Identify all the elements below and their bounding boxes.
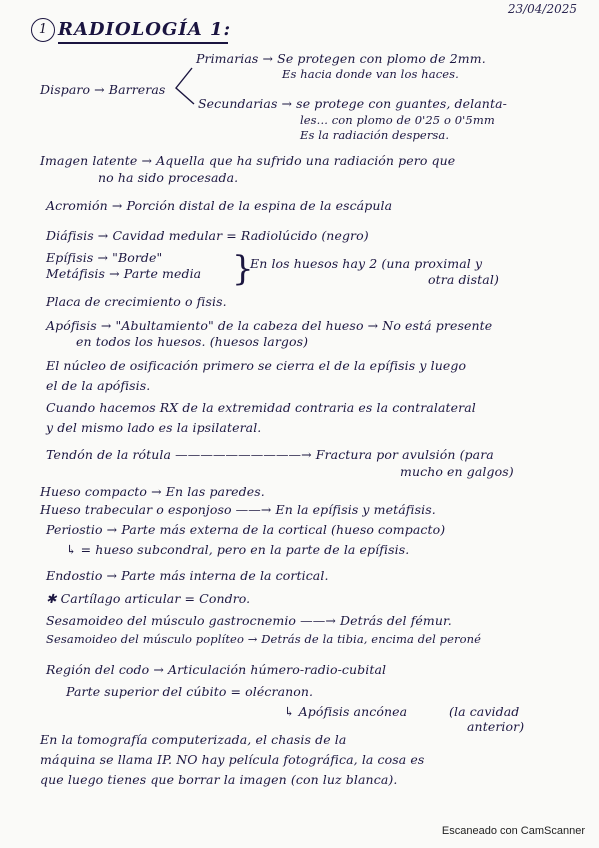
tomografia-line-2: máquina se llama IP. NO hay película fotográfica, la cosa es [40,752,425,767]
hueso-trabecular-line: Hueso trabecular o esponjoso ——→ En la epífisis y metáfisis. [40,502,436,517]
nucleo-line-2: el de la apófisis. [46,378,151,393]
scanner-watermark: Escaneado con CamScanner [441,825,585,837]
nucleo-line: El núcleo de osificación primero se cierra el de la epífisis y luego [46,358,467,373]
fosa-line-3: anterior) [467,719,525,734]
cubito-line: Parte superior del cúbito = olécranon. [66,684,314,699]
hueso-compacto-line: Hueso compacto → En las paredes. [40,484,265,499]
huesos-line-2: otra distal) [428,272,499,287]
tomografia-line-3: que luego tienes que borrar la imagen (con luz blanca). [40,772,398,787]
brace: } [232,249,254,289]
acromion-line: Acromión → Porción distal de la espina de la escápula [46,198,393,213]
metafisis-line: Metáfisis → Parte media [46,266,202,281]
fosa-line-2: (la cavidad [449,704,520,719]
secundarias-line-3: Es la radiación despersa. [300,128,450,142]
fosa-line: ↳ Apófisis ancónea [284,704,408,719]
region-codo-line: Región del codo → Articulación húmero-radio-cubital [46,662,387,677]
huesos-line: En los huesos hay 2 (una proximal y [250,256,483,271]
periostio-line: Periostio → Parte más externa de la cortical (hueso compacto) [46,522,446,537]
secundarias-line: Secundarias → se protege con guantes, delanta- [198,96,507,111]
page-title: RADIOLOGÍA 1: [58,19,232,40]
apofisis-line: Apófisis → "Abultamiento" de la cabeza del hueso → No está presente [46,318,493,333]
imagen-latente-line-2: no ha sido procesada. [98,170,239,185]
sesamoideo-gastrocnemio-line: Sesamoideo del músculo gastrocnemio ——→ Detrás del fémur. [46,613,452,628]
disparo-line: Disparo → Barreras [40,82,166,97]
section-number: 1 [31,18,55,42]
primarias-line: Primarias → Se protegen con plomo de 2mm. [196,51,486,66]
subcondral-line: ↳ = hueso subcondral, pero en la parte de la epífisis. [66,542,410,557]
apofisis-line-2: en todos los huesos. (huesos largos) [76,334,309,349]
date: 23/04/2025 [507,2,577,16]
endostio-line: Endostio → Parte más interna de la cortical. [46,568,329,583]
tendon-line: Tendón de la rótula ——————————→ Fractura por avulsión (para [46,447,494,462]
diafisis-line: Diáfisis → Cavidad medular = Radiolúcido (negro) [46,228,369,243]
rx-line-2: y del mismo lado es la ipsilateral. [46,420,262,435]
epifisis-line: Epífisis → "Borde" [46,250,163,265]
cartilago-line: ✱ Cartílago articular = Condro. [46,591,251,606]
sesamoideo-popliteo-line: Sesamoideo del músculo poplíteo → Detrás de la tibia, encima del peroné [46,632,482,646]
secundarias-line-2: les... con plomo de 0'25 o 0'5mm [300,113,495,127]
tendon-line-2: mucho en galgos) [400,464,514,479]
placa-line: Placa de crecimiento o fisis. [46,294,227,309]
tomografia-line: En la tomografía computerizada, el chasis de la [40,732,347,747]
primarias-line-2: Es hacia donde van los haces. [282,67,459,81]
imagen-latente-line: Imagen latente → Aquella que ha sufrido una radiación pero que [40,153,456,168]
rx-line: Cuando hacemos RX de la extremidad contraria es la contralateral [46,400,476,415]
